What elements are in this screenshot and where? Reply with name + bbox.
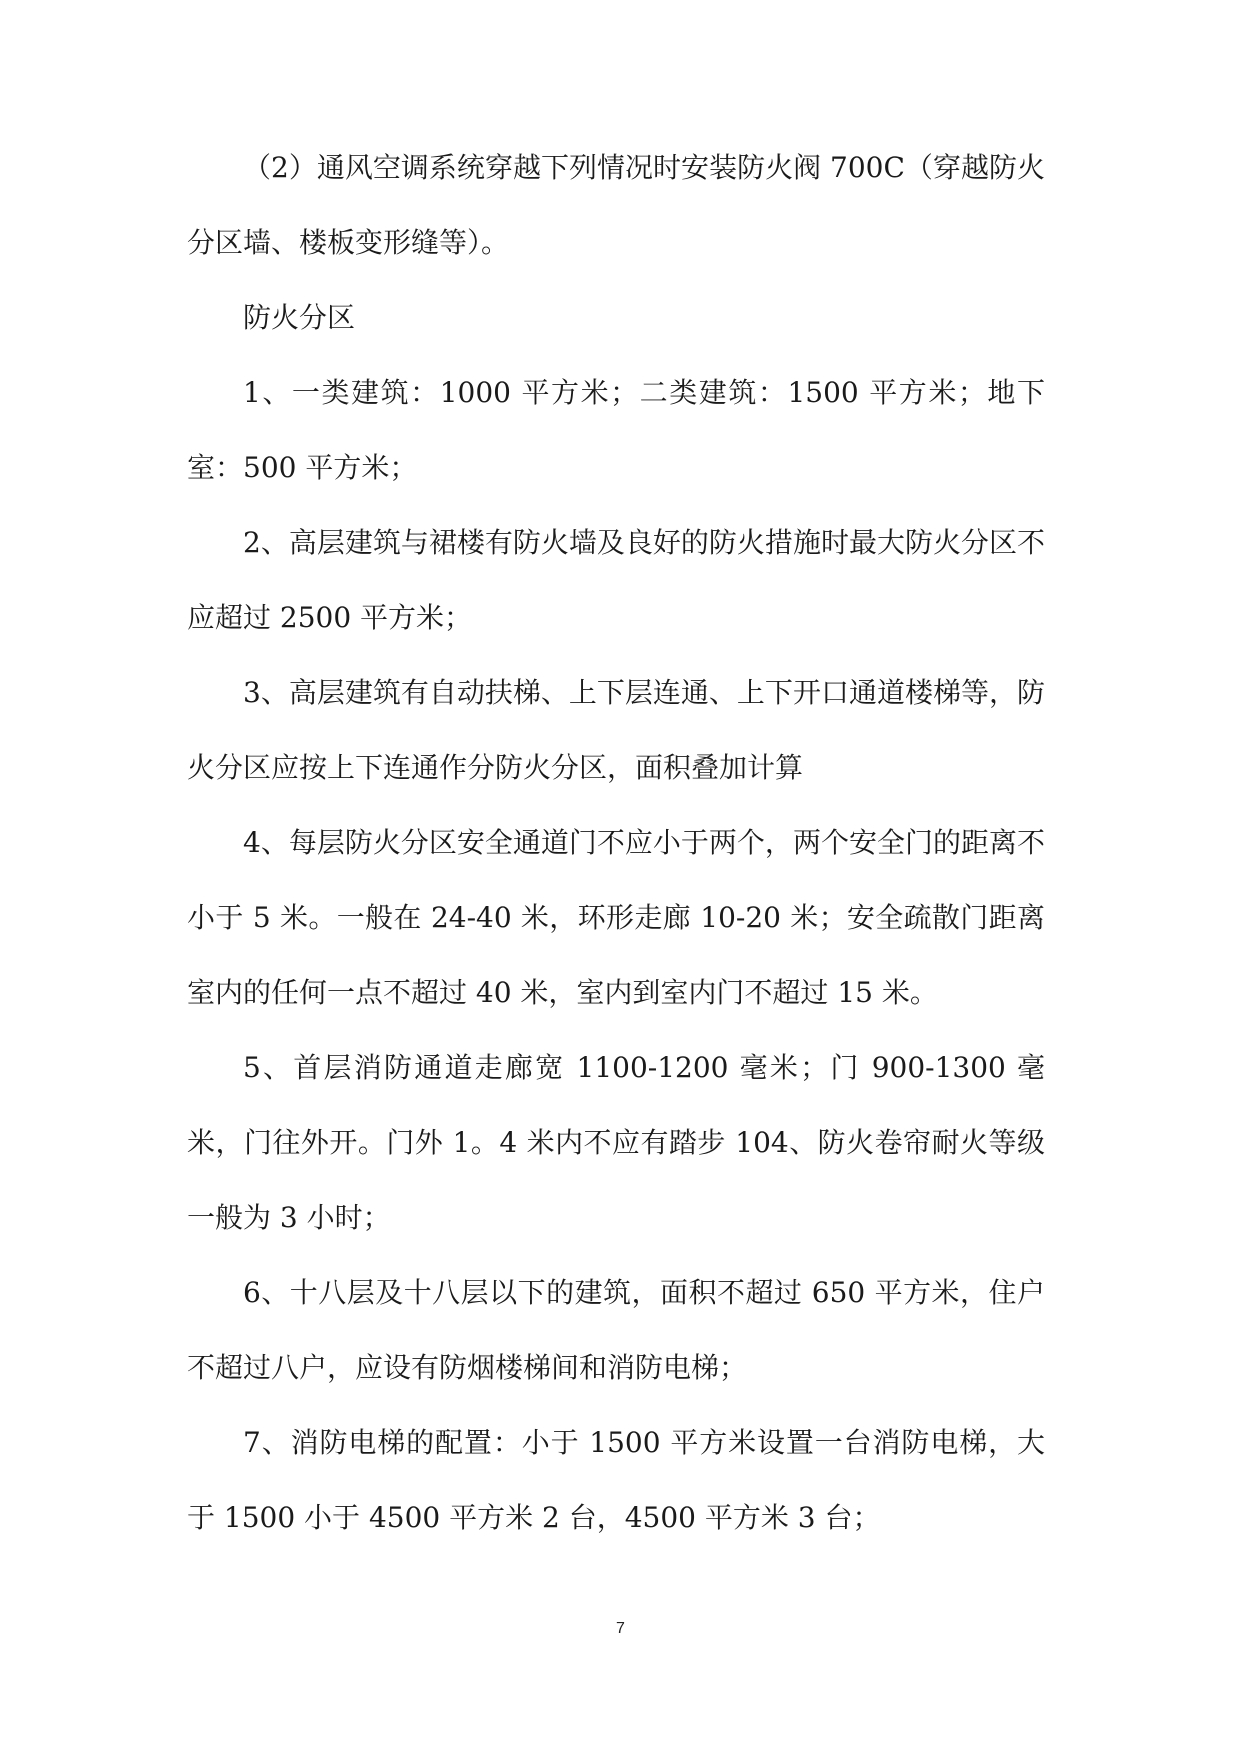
paragraph-item-4: 4、每层防火分区安全通道门不应小于两个，两个安全门的距离不小于 5 米。一般在 24-40 米，环形走廊 10-20 米；安全疏散门距离室内的任何一点不超过 40 米，室内到室内门不超过 15 米。 xyxy=(187,826,1045,1009)
paragraph-item-5: 5、首层消防通道走廊宽 1100-1200 毫米；门 900-1300 毫米，门往外开。门外 1。4 米内不应有踏步 104、防火卷帘耐火等级一般为 3 小时； xyxy=(187,1051,1045,1234)
page-number: 7 xyxy=(616,1620,625,1637)
body-text xyxy=(187,130,1045,1555)
paragraph-ventilation-fire-damper: （2）通风空调系统穿越下列情况时安装防火阀 700C（穿越防火分区墙、楼板变形缝等）。 xyxy=(187,151,1045,259)
paragraph-item-2: 2、高层建筑与裙楼有防火墙及良好的防火措施时最大防火分区不应超过 2500 平方米； xyxy=(187,526,1045,634)
section-heading-fire-compartment: 防火分区 xyxy=(243,301,356,334)
paragraph-item-1: 1、一类建筑：1000 平方米；二类建筑：1500 平方米；地下室：500 平方米； xyxy=(187,376,1045,484)
paragraph-item-7: 7、消防电梯的配置：小于 1500 平方米设置一台消防电梯，大于 1500 小于 4500 平方米 2 台，4500 平方米 3 台； xyxy=(187,1426,1045,1534)
paragraph-item-3: 3、高层建筑有自动扶梯、上下层连通、上下开口通道楼梯等，防火分区应按上下连通作分防火分区，面积叠加计算 xyxy=(187,676,1045,784)
paragraph-item-6: 6、十八层及十八层以下的建筑，面积不超过 650 平方米，住户不超过八户，应设有防烟楼梯间和消防电梯； xyxy=(187,1276,1045,1384)
